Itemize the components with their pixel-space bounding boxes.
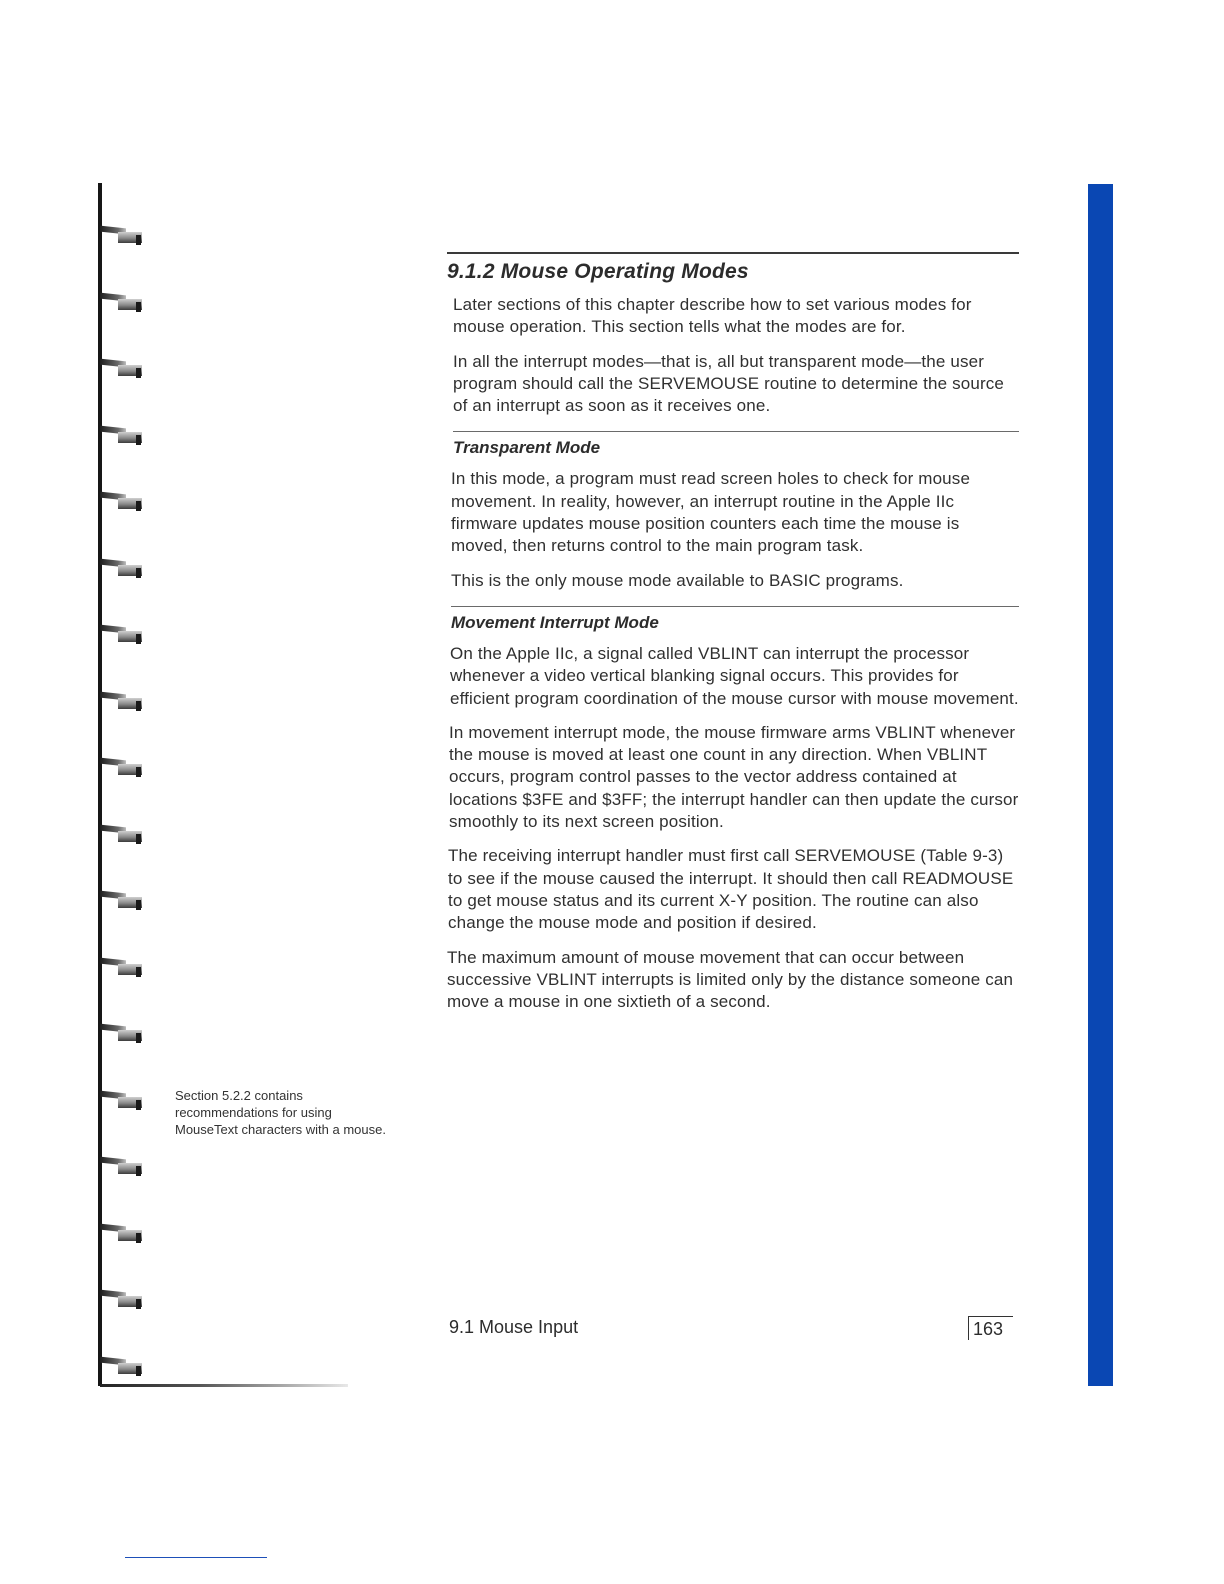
binding-ring [100, 689, 145, 711]
movement-paragraph: The maximum amount of mouse movement that can occur between successive VBLINT interrupts is limited only by the distance someone can move a mouse in one sixtieth of a second. [447, 947, 1014, 1012]
binding-ring [100, 423, 145, 445]
transparent-paragraph: This is the only mouse mode available to BASIC programs. [451, 570, 904, 590]
binding-ring [100, 1088, 145, 1110]
binding-ring [100, 223, 145, 245]
main-content [447, 252, 1019, 1013]
binding-ring [100, 290, 145, 312]
movement-paragraph: The receiving interrupt handler must first call SERVEMOUSE (Table 9-3) to see if the mouse caused the interrupt. It should then call READMOUSE to get mouse status and its current X-Y position. The routine can also change the mouse mode and position if desired. [448, 846, 1014, 933]
movement-paragraph: In movement interrupt mode, the mouse firmware arms VBLINT whenever the mouse is moved at least one count in any direction. When VBLINT occurs, program control passes to the vector address contained at locations $3FE and $3FF; the interrupt handler can then update the cursor smoothly to its next screen position. [449, 722, 1019, 832]
binding-ring [100, 622, 145, 644]
binding-ring [100, 1021, 145, 1043]
binding-ring [100, 1221, 145, 1243]
binding-ring [100, 1287, 145, 1309]
binding-ring [100, 556, 145, 578]
margin-note: Section 5.2.2 contains recommendations for using MouseText characters with a mouse. [175, 1088, 386, 1137]
spiral-binding [100, 183, 160, 1386]
binding-ring [100, 356, 145, 378]
transparent-paragraph: In this mode, a program must read screen holes to check for mouse movement. In reality, however, an interrupt routine in the Apple IIc firmware updates mouse position counters each time the mouse is moved, then returns control to the main program task. [451, 469, 971, 556]
subsection-heading-transparent: Transparent Mode [453, 438, 601, 458]
intro-paragraph: Later sections of this chapter describe how to set various modes for mouse operation. This section tells what the modes are for. [453, 295, 972, 337]
movement-paragraph: On the Apple IIc, a signal called VBLINT can interrupt the processor whenever a video vertical blanking signal occurs. This provides for efficient program coordination of the mouse cursor with mouse movement. [450, 643, 1019, 708]
section-heading: 9.1.2 Mouse Operating Modes [447, 260, 749, 283]
binding-ring [100, 489, 145, 511]
binding-ring [100, 955, 145, 977]
binding-ring [100, 1354, 145, 1376]
binding-ring [100, 1154, 145, 1176]
footer-section-label: 9.1 Mouse Input [449, 1317, 579, 1337]
page-number: 163 [968, 1316, 1013, 1340]
intro-paragraph: In all the interrupt modes—that is, all but transparent mode—the user program should call the SERVEMOUSE routine to determine the source of an interrupt as soon as it receives one. [453, 351, 1005, 416]
binding-ring [100, 755, 145, 777]
subsection-heading-movement: Movement Interrupt Mode [451, 612, 659, 632]
binding-ring [100, 888, 145, 910]
scan-footer-line [125, 1557, 267, 1558]
binding-ring [100, 822, 145, 844]
chapter-tab [1088, 184, 1113, 1386]
